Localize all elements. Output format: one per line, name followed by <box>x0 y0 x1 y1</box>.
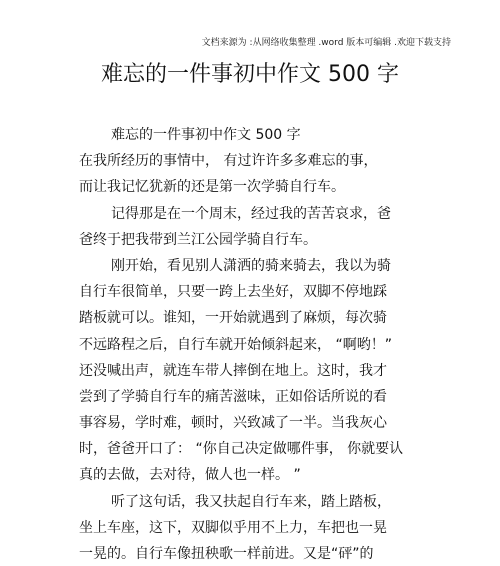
text-line: 记得那是在一个周末，经过我的苦苦哀求，爸 <box>111 205 391 222</box>
text-line: 爸终于把我带到兰江公园学骑自行车。 <box>79 231 317 248</box>
text-line: 一晃的。自行车像扭秧歌一样前进。又是“砰”的 <box>79 546 374 562</box>
source-note: 文档来源为 :从网络收集整理 .word 版本可编辑 .欢迎下载支持 <box>201 38 451 48</box>
text-line: 自行车很简单，只要一跨上去坐好，双脚不停地踩 <box>79 284 387 301</box>
text-line: 在我所经历的事情中， 有过许许多多难忘的事， <box>79 153 378 170</box>
text-line: 而让我记忆犹新的还是第一次学骑自行车。 <box>79 179 345 196</box>
text-line: 还没喊出声，就连车带人摔倒在地上。这时，我才 <box>79 362 387 379</box>
text-line: 难忘的一件事初中作文 500 字 <box>111 127 301 143</box>
text-line: 听了这句话，我又扶起自行车来，踏上踏板， <box>111 493 391 510</box>
text-line: 踏板就可以。谁知，一开始就遇到了麻烦，每次骑 <box>79 310 387 327</box>
article-body <box>79 122 439 566</box>
text-line: 事容易，学时难，顿时，兴致减了一半。当我灰心 <box>79 415 387 432</box>
text-line: 刚开始，看见别人潇洒的骑来骑去，我以为骑 <box>111 257 391 274</box>
text-line: 时，爸爸开口了： “你自己决定做哪件事， 你就要认 <box>79 441 404 458</box>
document-title: 难忘的一件事初中作文 500 字 <box>101 62 399 87</box>
text-line: 真的去做，去对待，做人也一样。 ” <box>79 467 301 484</box>
text-line: 坐上车座，这下，双脚似乎用不上力，车把也一晃 <box>79 519 387 536</box>
text-line: 尝到了学骑自行车的痛苦滋味，正如俗话所说的看 <box>79 388 387 405</box>
text-line: 不远路程之后，自行车就开始倾斜起来， “啊哟！” <box>79 336 392 353</box>
